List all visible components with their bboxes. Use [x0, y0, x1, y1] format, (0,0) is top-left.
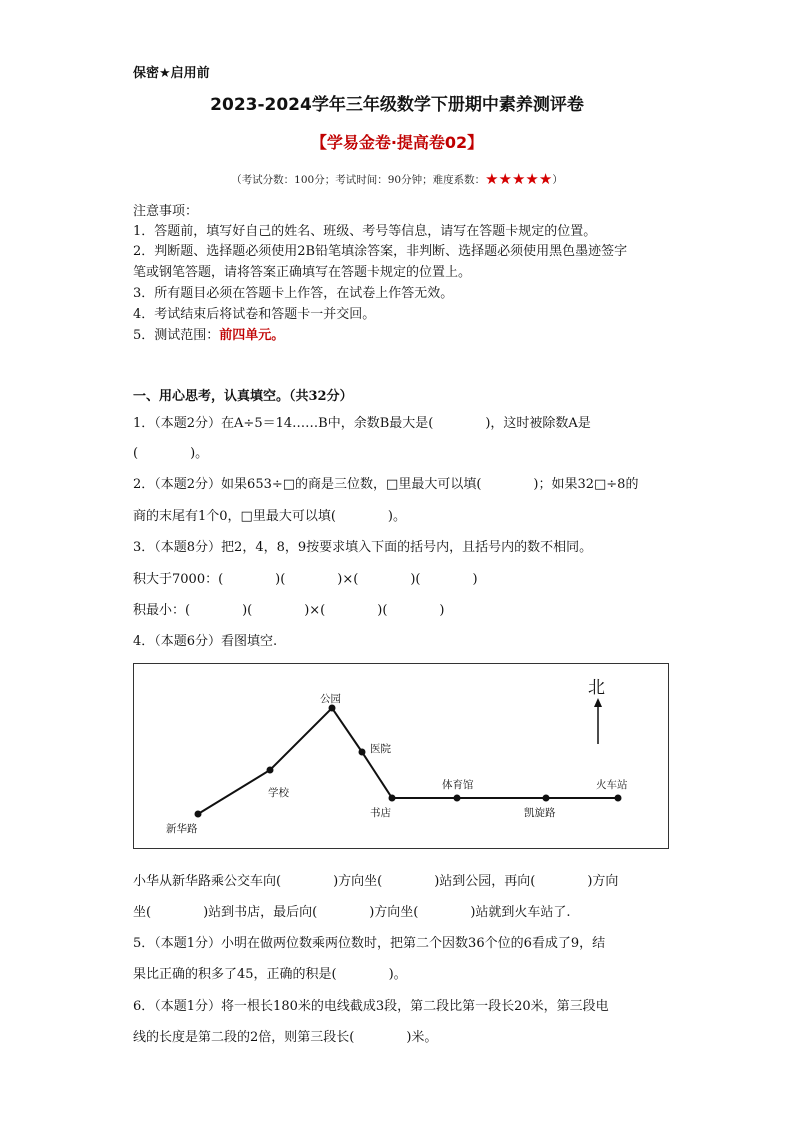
question-2-line-a: 2．（本题2分）如果653÷□的商是三位数，□里最大可以填( )；如果32□÷8的 — [133, 477, 639, 492]
notice-heading: 注意事项： — [133, 204, 199, 219]
notice-item-2a: 2．判断题、选择题必须使用2B铅笔填涂答案，非判断、选择题必须使用黑色墨迹签字 — [133, 244, 628, 259]
stop-label-school: 学校 — [268, 787, 289, 799]
exam-title: 2023-2024学年三年级数学下册期中素养测评卷 — [210, 95, 584, 115]
exam-meta — [0, 170, 794, 188]
stop-dot-park — [329, 705, 336, 712]
stop-dot-hospital — [359, 749, 366, 756]
stop-label-kaixuan: 凯旋路 — [524, 807, 556, 819]
stop-label-station: 火车站 — [596, 779, 628, 791]
route-map-svg — [134, 664, 670, 850]
bus-route-line — [198, 708, 618, 814]
notice-item-5 — [133, 324, 284, 343]
stop-dot-station — [615, 795, 622, 802]
stop-label-hospital: 医院 — [370, 743, 391, 755]
notice-item-1: 1．答题前，填写好自己的姓名、班级、考号等信息，请写在答题卡规定的位置。 — [133, 224, 597, 239]
stop-dot-kaixuan — [543, 795, 550, 802]
question-3: 3．（本题8分）把2，4，8，9按要求填入下面的括号内，且括号内的数不相同。 — [133, 540, 593, 555]
stop-label-xinhua: 新华路 — [166, 823, 198, 835]
notice-item-3: 3．所有题目必须在答题卡上作答，在试卷上作答无效。 — [133, 286, 454, 301]
notice-item-4: 4．考试结束后将试卷和答题卡一并交回。 — [133, 307, 376, 322]
exam-meta-text: （考试分数：100分；考试时间：90分钟；难度系数： — [231, 174, 486, 186]
north-arrow-icon — [594, 698, 602, 707]
stop-dot-school — [267, 767, 274, 774]
section-1-heading: 一、用心思考，认真填空。（共32分） — [133, 389, 353, 404]
question-6-line-a: 6．（本题1分）将一根长180米的电线截成3段，第二段比第一段长20米，第三段电 — [133, 999, 609, 1014]
notice-item-5-label: 5．测试范围： — [133, 328, 220, 343]
question-2-line-b: 商的末尾有1个0，□里最大可以填( )。 — [133, 509, 406, 524]
question-5-line-a: 5．（本题1分）小明在做两位数乘两位数时，把第二个因数36个位的6看成了9，结 — [133, 936, 606, 951]
stop-label-park: 公园 — [320, 693, 341, 705]
question-3-max: 积大于7000：( )( )×( )( ) — [133, 572, 478, 587]
notice-item-2b: 笔或钢笔答题，请将答案正确填写在答题卡规定的位置上。 — [133, 265, 472, 280]
question-4-fill-a: 小华从新华路乘公交车向( )方向坐( )站到公园，再向( )方向 — [133, 874, 619, 889]
question-1-line-b: ( )。 — [133, 446, 209, 461]
stop-dot-xinhua — [195, 811, 202, 818]
stop-dot-gym — [454, 795, 461, 802]
question-3-min: 积最小：( )( )×( )( ) — [133, 603, 445, 618]
stop-label-bookstore: 书店 — [370, 807, 391, 819]
question-1-line-a: 1．（本题2分）在A÷5＝14……B中，余数B最大是( )，这时被除数A是 — [133, 416, 591, 431]
question-4: 4．（本题6分）看图填空. — [133, 634, 278, 649]
route-map — [133, 663, 669, 849]
stop-dot-bookstore — [389, 795, 396, 802]
confidential-mark: 保密★启用前 — [133, 66, 210, 81]
north-label: 北 — [588, 678, 605, 698]
question-4-fill-b: 坐( )站到书店，最后向( )方向坐( )站就到火车站了. — [133, 905, 571, 920]
exam-subtitle: 【学易金卷·提高卷02】 — [310, 133, 484, 152]
question-6-line-b: 线的长度是第二段的2倍，则第三段长( )米。 — [133, 1030, 438, 1045]
stop-label-gym: 体育馆 — [442, 779, 474, 791]
exam-meta-close: ） — [552, 174, 563, 186]
difficulty-stars: ★★★★★ — [485, 170, 553, 188]
test-scope: 前四单元。 — [219, 328, 285, 343]
question-5-line-b: 果比正确的积多了45，正确的积是( )。 — [133, 967, 407, 982]
